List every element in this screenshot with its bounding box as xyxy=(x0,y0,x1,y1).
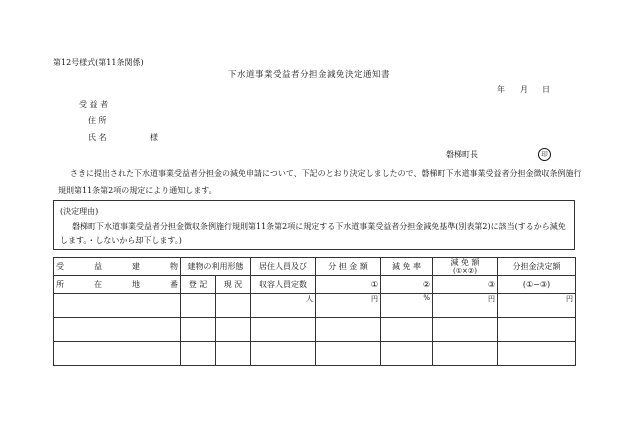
unit-percent: % xyxy=(381,294,433,318)
label-beneficiary: 受 益 者 xyxy=(79,100,109,109)
header-residents-1: 居住人員及び xyxy=(251,258,316,276)
table-row xyxy=(54,294,576,318)
date-month: 月 xyxy=(520,85,528,94)
header-exempt: 減 免 額 (①×②) xyxy=(433,258,498,276)
notice-paragraph-text: さきに提出された下水道事業受益者分担金の減免申請について、下記のとおり決定しましたので、磐梯町下水道事業受益者分担金徴収条例施行規則第11条第2項の規定により通知します。 xyxy=(58,169,582,195)
label-address: 住 所 xyxy=(88,116,107,125)
unit-yen: 円 xyxy=(433,294,498,318)
header-current: 現 況 xyxy=(216,276,251,294)
header-usage: 建物の利用形態 xyxy=(181,258,251,276)
header-amount: 分 担 金 額 xyxy=(316,258,381,276)
official-seal: 印 xyxy=(538,148,551,161)
notice-paragraph xyxy=(58,165,588,199)
header-rate-no: ② xyxy=(381,276,433,294)
unit-yen: 円 xyxy=(316,294,381,318)
header-rate: 減 免 率 xyxy=(381,258,433,276)
header-building: 受 益 建 物 xyxy=(54,258,181,276)
reason-text: 磐梯町下水道事業受益者分担金徴収条例施行規則第11条第2項に規定する下水道事業受益者分担金減免基準(別表第2)に該当(するから減免します。・しないから却下します。) xyxy=(60,222,566,245)
form-number: 第12号様式(第11条関係) xyxy=(53,58,144,67)
property-table xyxy=(53,257,576,366)
header-address: 所 在 地 番 xyxy=(54,276,181,294)
reason-heading: (決定理由) xyxy=(60,207,99,216)
unit-person: 人 xyxy=(251,294,316,318)
reason-box xyxy=(53,200,575,250)
table-row xyxy=(54,342,576,366)
label-name: 氏 名 xyxy=(88,133,107,142)
header-exempt-no: ③ xyxy=(433,276,498,294)
header-decided-calc: (①−③) xyxy=(498,276,576,294)
header-decided: 分担金決定額 xyxy=(498,258,576,276)
header-registered: 登 記 xyxy=(181,276,216,294)
date-day: 日 xyxy=(542,85,550,94)
table-header-row-2 xyxy=(54,276,576,294)
mayor-name: 磐梯町長 xyxy=(446,150,478,159)
table-header-row-1 xyxy=(54,258,576,276)
table-row xyxy=(54,318,576,342)
document-title: 下水道事業受益者分担金減免決定通知書 xyxy=(228,70,391,80)
date-year: 年 xyxy=(497,85,505,94)
honorific: 様 xyxy=(150,133,158,142)
unit-yen: 円 xyxy=(498,294,576,318)
header-amount-no: ① xyxy=(316,276,381,294)
header-residents-2: 収容人員定数 xyxy=(251,276,316,294)
